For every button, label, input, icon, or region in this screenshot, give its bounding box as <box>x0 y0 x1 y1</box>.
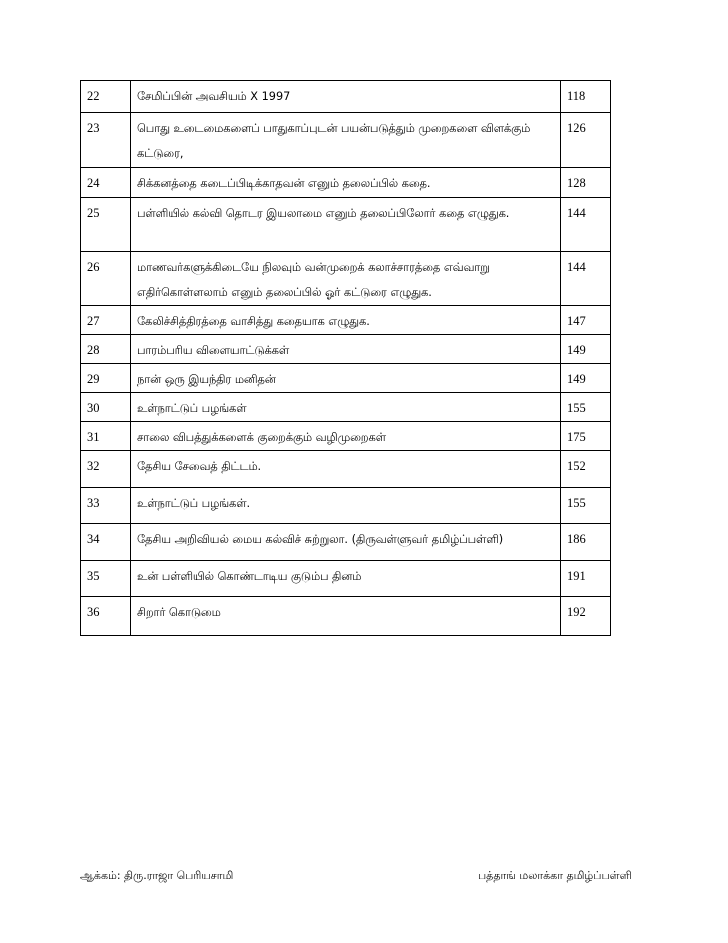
table-row <box>81 168 611 198</box>
row-number: 33 <box>81 488 131 524</box>
table-row <box>81 364 611 393</box>
row-title: சாலை விபத்துக்களைக் குறைக்கும் வழிமுறைகள் <box>131 422 561 451</box>
row-number: 27 <box>81 306 131 335</box>
row-title: தேசிய சேவைத் திட்டம். <box>131 451 561 488</box>
table-row <box>81 113 611 168</box>
row-number: 36 <box>81 597 131 636</box>
table-row <box>81 488 611 524</box>
row-title: மாணவர்களுக்கிடையே நிலவும் வன்முறைக் கலாச்சாரத்தை எவ்வாறு எதிர்கொள்ளலாம் எனும் தலைப்பில் ஓர் கட்டுரை எழுதுக. <box>131 252 561 306</box>
table-row <box>81 422 611 451</box>
row-number: 28 <box>81 335 131 364</box>
row-title: பொது உடைமைகளைப் பாதுகாப்புடன் பயன்படுத்தும் முறைகளை விளக்கும் கட்டுரை, <box>131 113 561 168</box>
table-row <box>81 451 611 488</box>
row-title: உள்நாட்டுப் பழங்கள். <box>131 488 561 524</box>
table-row <box>81 252 611 306</box>
row-title: உன் பள்ளியில் கொண்டாடிய குடும்ப தினம் <box>131 561 561 597</box>
row-page: 152 <box>561 451 611 488</box>
table-row <box>81 335 611 364</box>
row-page: 128 <box>561 168 611 198</box>
row-title: நான் ஒரு இயந்திர மனிதன் <box>131 364 561 393</box>
row-title: சிக்கனத்தை கடைப்பிடிக்காதவன் எனும் தலைப்பில் கதை. <box>131 168 561 198</box>
row-number: 29 <box>81 364 131 393</box>
row-page: 144 <box>561 252 611 306</box>
row-page: 126 <box>561 113 611 168</box>
row-title: சேமிப்பின் அவசியம் X 1997 <box>131 81 561 113</box>
row-page: 186 <box>561 524 611 561</box>
table-row <box>81 198 611 252</box>
row-title: சிறார் கொடுமை <box>131 597 561 636</box>
row-number: 34 <box>81 524 131 561</box>
row-title: உள்நாட்டுப் பழங்கள் <box>131 393 561 422</box>
row-page: 155 <box>561 488 611 524</box>
table-row <box>81 524 611 561</box>
row-page: 155 <box>561 393 611 422</box>
row-title: பாரம்பரிய விளையாட்டுக்கள் <box>131 335 561 364</box>
table-row <box>81 81 611 113</box>
table-row <box>81 393 611 422</box>
contents-table <box>80 80 611 636</box>
row-number: 30 <box>81 393 131 422</box>
table-row <box>81 306 611 335</box>
footer-author: ஆக்கம்: திரு.ராஜா பெரியசாமி <box>80 869 234 882</box>
row-number: 24 <box>81 168 131 198</box>
row-number: 25 <box>81 198 131 252</box>
footer-school: பத்தாங் மலாக்கா தமிழ்ப்பள்ளி <box>478 869 632 882</box>
row-number: 23 <box>81 113 131 168</box>
table-row <box>81 597 611 636</box>
row-page: 118 <box>561 81 611 113</box>
row-page: 147 <box>561 306 611 335</box>
row-number: 31 <box>81 422 131 451</box>
row-page: 149 <box>561 335 611 364</box>
row-page: 149 <box>561 364 611 393</box>
row-page: 192 <box>561 597 611 636</box>
row-number: 35 <box>81 561 131 597</box>
row-page: 175 <box>561 422 611 451</box>
row-number: 26 <box>81 252 131 306</box>
row-title: கேலிச்சித்திரத்தை வாசித்து கதையாக எழுதுக. <box>131 306 561 335</box>
row-number: 32 <box>81 451 131 488</box>
table-row <box>81 561 611 597</box>
row-number: 22 <box>81 81 131 113</box>
row-page: 191 <box>561 561 611 597</box>
row-page: 144 <box>561 198 611 252</box>
row-title: பள்ளியில் கல்வி தொடர இயலாமை எனும் தலைப்பிலோர் கதை எழுதுக. <box>131 198 561 252</box>
row-title: தேசிய அறிவியல் மைய கல்விச் சுற்றுலா. (திருவள்ளுவர் தமிழ்ப்பள்ளி) <box>131 524 561 561</box>
